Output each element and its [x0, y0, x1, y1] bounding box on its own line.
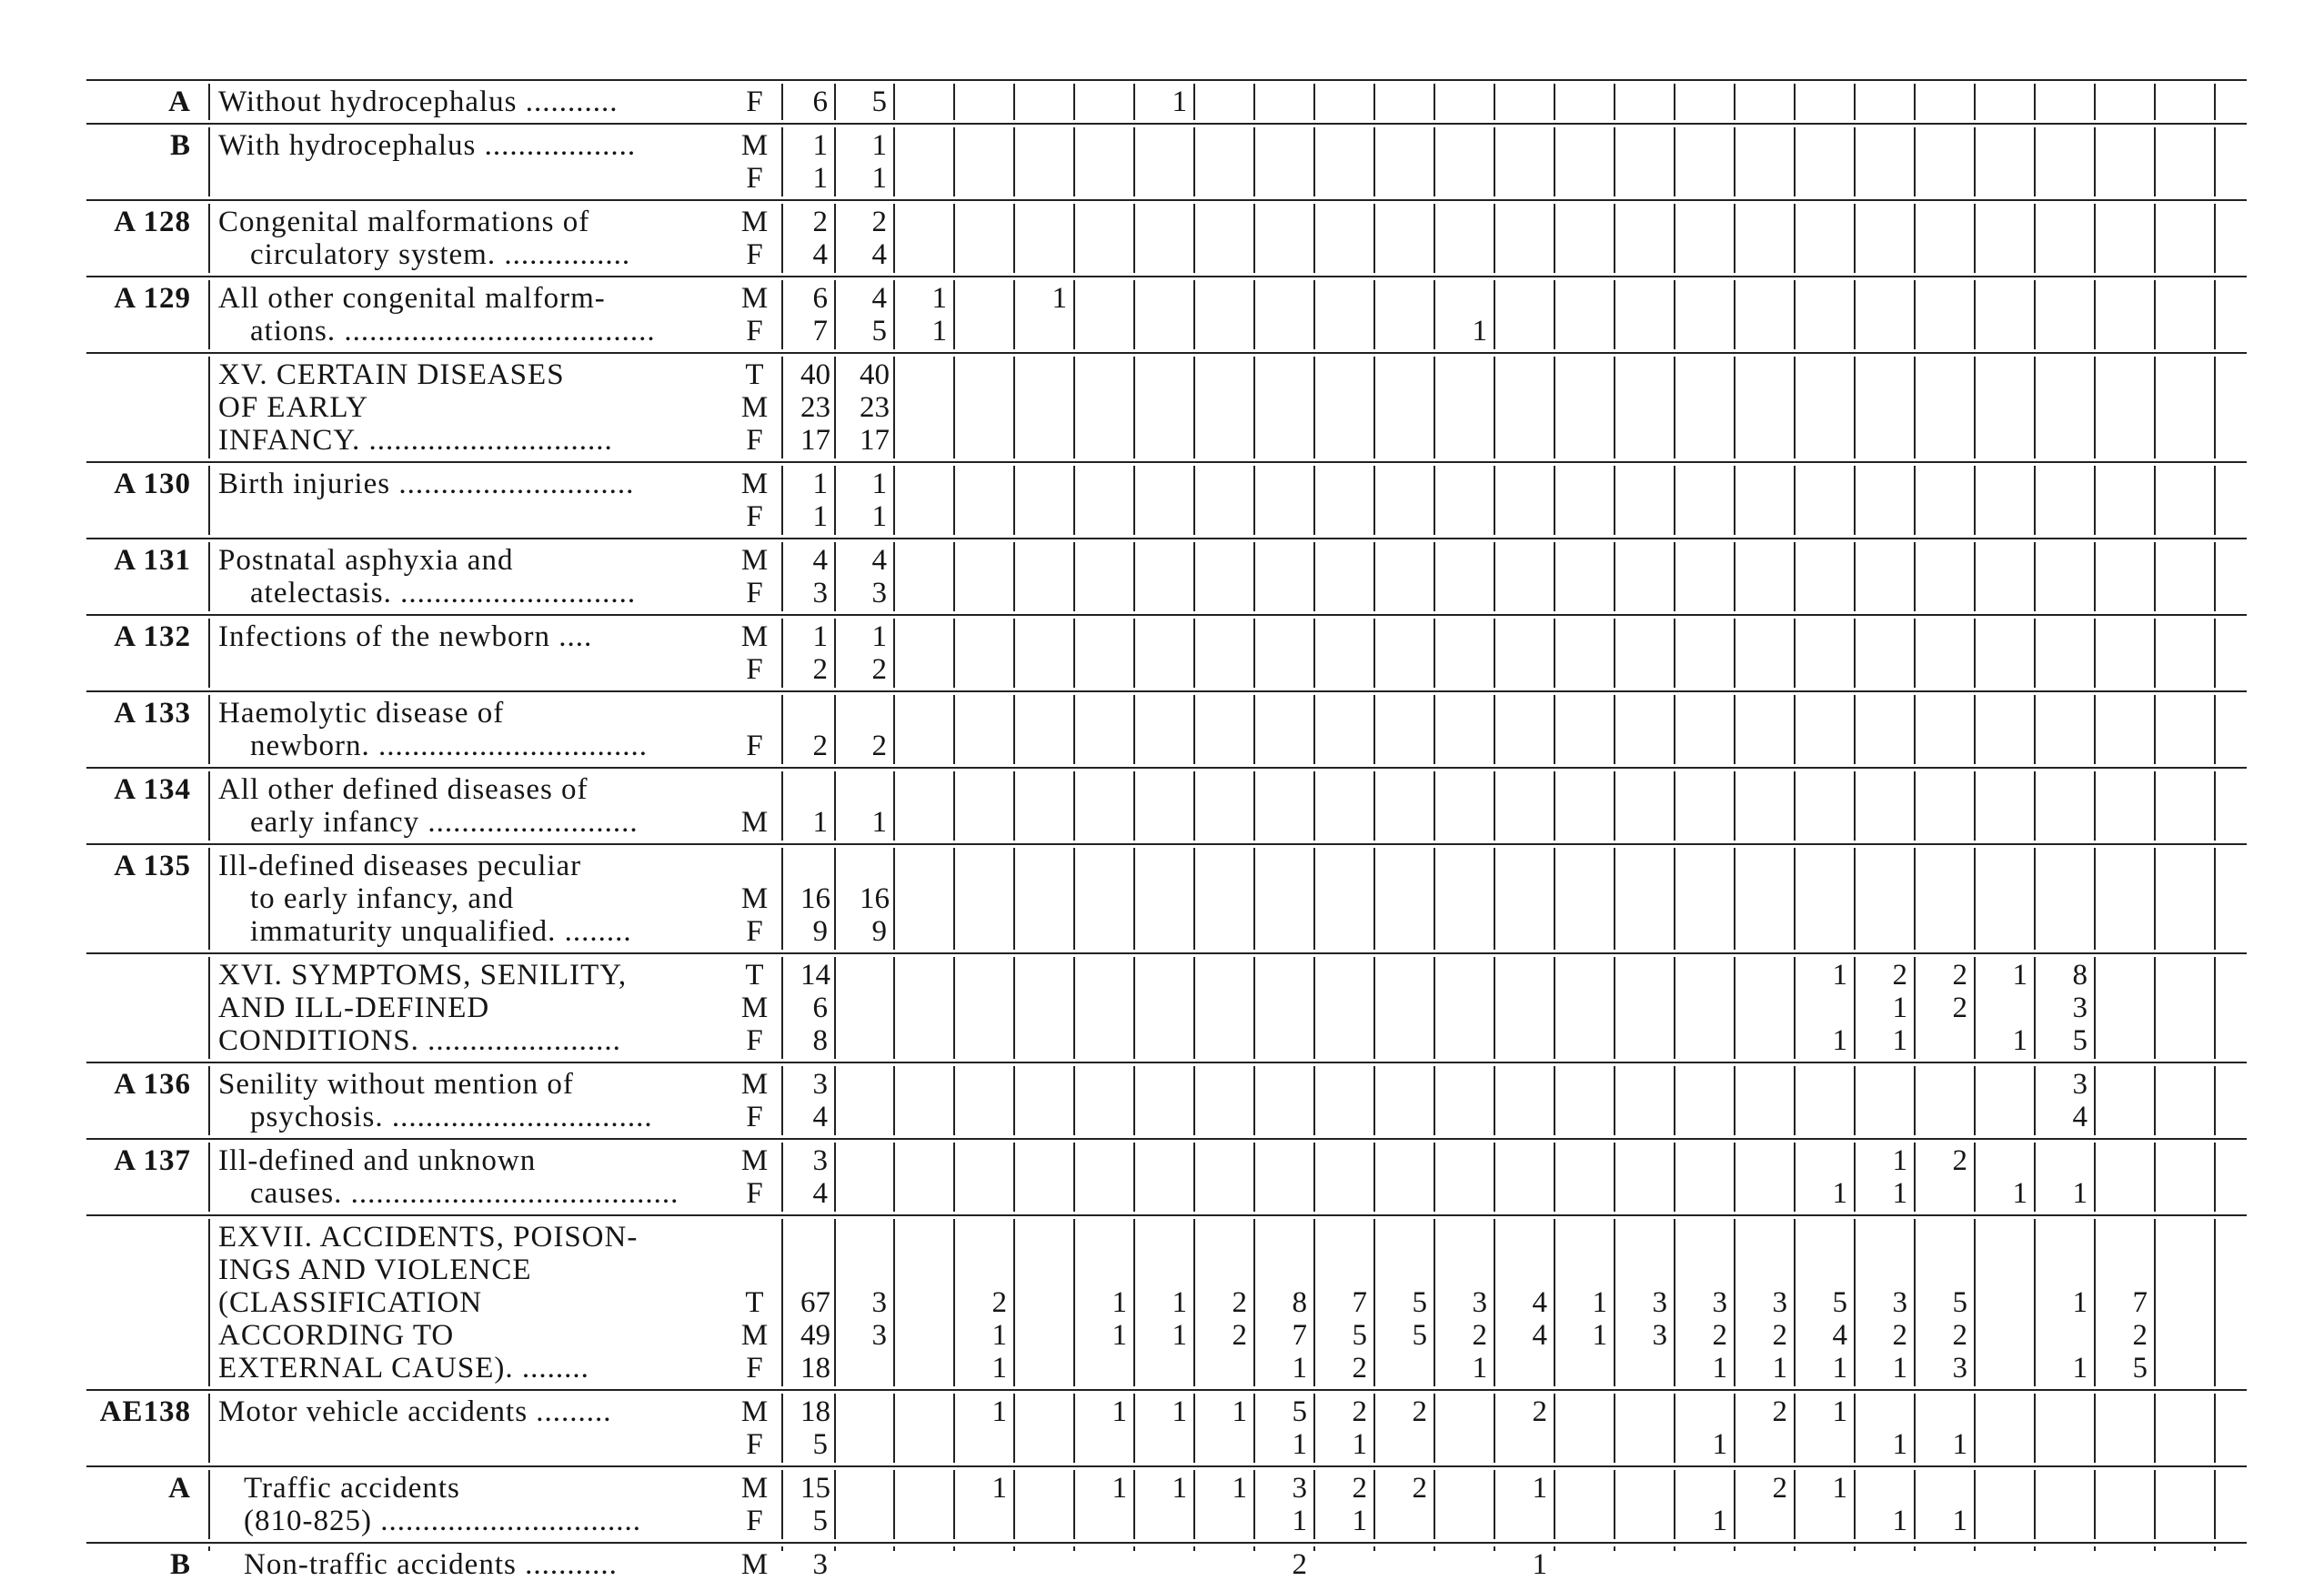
row-description: OF EARLY [218, 391, 369, 424]
cell-value: 3 [871, 1286, 887, 1319]
cell-value: 1 [1832, 1395, 1847, 1428]
row-code: B [169, 1548, 191, 1581]
row-description: XVI. SYMPTOMS, SENILITY, [218, 959, 628, 992]
cell-value: 3 [871, 577, 887, 609]
cell-value: 2 [1532, 1395, 1547, 1428]
cell-value: 4 [812, 238, 828, 271]
cell-value: 2 [812, 206, 828, 238]
cell-value: 67 [800, 1286, 830, 1319]
row-description: causes. ....................................... [250, 1177, 679, 1210]
row-sex: F [746, 1177, 764, 1210]
row-description: immaturity unqualified. ........ [250, 915, 632, 948]
cell-value: 1 [1712, 1505, 1727, 1537]
row-code: A 129 [114, 282, 191, 315]
cell-value: 1 [871, 806, 887, 839]
cell-value: 1 [1292, 1352, 1307, 1385]
cell-value: 5 [2132, 1352, 2148, 1385]
row-description: Congenital malformations of [218, 206, 590, 238]
cell-value: 2 [1352, 1472, 1367, 1505]
row-description: INGS AND VIOLENCE [218, 1254, 532, 1286]
cell-value: 1 [1892, 992, 1907, 1024]
cell-value: 1 [1952, 1428, 1967, 1461]
cell-value: 2 [871, 206, 887, 238]
cell-value: 1 [2072, 1177, 2088, 1210]
row-description: early infancy ......................... [250, 806, 639, 839]
cell-value: 2 [1232, 1319, 1247, 1352]
row-sex: M [740, 391, 770, 424]
cell-value: 6 [812, 86, 828, 118]
cell-value: 3 [2072, 992, 2088, 1024]
cell-value: 1 [871, 162, 887, 195]
row-sex: M [740, 282, 770, 315]
row-sex: F [746, 315, 764, 347]
cell-value: 17 [860, 424, 890, 457]
cell-value: 5 [1412, 1286, 1427, 1319]
cell-value: 2 [2132, 1319, 2148, 1352]
row-description: Motor vehicle accidents ......... [218, 1395, 612, 1428]
cell-value: 3 [1652, 1286, 1667, 1319]
cell-value: 3 [812, 1548, 828, 1581]
row-description: ACCORDING TO [218, 1319, 455, 1352]
cell-value: 1 [812, 129, 828, 162]
row-sex: F [746, 1024, 764, 1057]
row-description: (810-825) ............................... [244, 1505, 641, 1537]
row-code: A [168, 86, 191, 118]
cell-value: 3 [812, 577, 828, 609]
cell-value: 5 [871, 315, 887, 347]
cell-value: 1 [1532, 1472, 1547, 1505]
row-description: Haemolytic disease of [218, 697, 505, 730]
row-description: Without hydrocephalus ........... [218, 86, 619, 118]
cell-value: 1 [2012, 1024, 2027, 1057]
cell-value: 1 [1232, 1472, 1247, 1505]
row-description: CONDITIONS. ....................... [218, 1024, 621, 1057]
cell-value: 2 [1412, 1395, 1427, 1428]
row-description: All other defined diseases of [218, 773, 589, 806]
cell-value: 7 [1352, 1286, 1367, 1319]
cell-value: 1 [1892, 1428, 1907, 1461]
cell-value: 1 [1832, 1472, 1847, 1505]
cell-value: 2 [1472, 1319, 1487, 1352]
cell-value: 4 [812, 1101, 828, 1133]
row-sex: M [740, 882, 770, 915]
row-sex: T [745, 959, 765, 992]
cell-value: 1 [1051, 282, 1067, 315]
cell-value: 1 [1172, 1395, 1187, 1428]
cell-value: 6 [812, 282, 828, 315]
cell-value: 1 [1352, 1505, 1367, 1537]
row-sex: F [746, 86, 764, 118]
cell-value: 2 [1952, 1144, 1967, 1177]
cell-value: 1 [2072, 1352, 2088, 1385]
row-sex: M [740, 620, 770, 653]
cell-value: 1 [1292, 1505, 1307, 1537]
cell-value: 1 [991, 1352, 1007, 1385]
row-description: ations. ..................................... [250, 315, 656, 347]
row-description: With hydrocephalus .................. [218, 129, 637, 162]
row-sex: M [740, 206, 770, 238]
row-code: A 135 [114, 850, 191, 882]
cell-value: 1 [1292, 1428, 1307, 1461]
cell-value: 3 [2072, 1068, 2088, 1101]
row-sex: F [746, 577, 764, 609]
cell-value: 2 [1352, 1395, 1367, 1428]
cell-value: 23 [860, 391, 890, 424]
row-sex: M [740, 1068, 770, 1101]
row-description: psychosis. ............................... [250, 1101, 653, 1133]
cell-value: 5 [1412, 1319, 1427, 1352]
cell-value: 2 [1292, 1548, 1307, 1581]
cell-value: 5 [1352, 1319, 1367, 1352]
cell-value: 1 [1892, 1177, 1907, 1210]
cell-value: 2 [1952, 992, 1967, 1024]
cell-value: 1 [1172, 1319, 1187, 1352]
row-sex: T [745, 1286, 765, 1319]
cell-value: 18 [800, 1395, 830, 1428]
cell-value: 3 [1712, 1286, 1727, 1319]
cell-value: 3 [1472, 1286, 1487, 1319]
row-sex: F [746, 238, 764, 271]
cell-value: 1 [1112, 1286, 1127, 1319]
cell-value: 4 [2072, 1101, 2088, 1133]
cell-value: 4 [812, 544, 828, 577]
cell-value: 2 [1772, 1395, 1787, 1428]
cell-value: 7 [1292, 1319, 1307, 1352]
cell-value: 5 [2072, 1024, 2088, 1057]
cell-value: 5 [812, 1428, 828, 1461]
row-description: circulatory system. ............... [250, 238, 631, 271]
cell-value: 17 [800, 424, 830, 457]
cell-value: 9 [812, 915, 828, 948]
row-code: B [169, 129, 191, 162]
cell-value: 2 [1232, 1286, 1247, 1319]
row-description: AND ILL-DEFINED [218, 992, 490, 1024]
cell-value: 8 [2072, 959, 2088, 992]
cell-value: 1 [1892, 1024, 1907, 1057]
row-description: Non-traffic accidents ........... [244, 1548, 618, 1581]
cell-value: 1 [1172, 1286, 1187, 1319]
row-sex: F [746, 424, 764, 457]
cell-value: 1 [1172, 1472, 1187, 1505]
cell-value: 4 [1532, 1319, 1547, 1352]
cell-value: 1 [1112, 1319, 1127, 1352]
row-sex: M [740, 992, 770, 1024]
cell-value: 2 [1412, 1472, 1427, 1505]
row-code: AE138 [99, 1395, 191, 1428]
cell-value: 1 [1892, 1144, 1907, 1177]
row-code: A 133 [114, 697, 191, 730]
row-description: atelectasis. ............................ [250, 577, 637, 609]
cell-value: 1 [1892, 1505, 1907, 1537]
cell-value: 1 [931, 282, 947, 315]
cell-value: 8 [812, 1024, 828, 1057]
cell-value: 8 [1292, 1286, 1307, 1319]
cell-value: 1 [1832, 959, 1847, 992]
row-description: EXTERNAL CAUSE). ........ [218, 1352, 589, 1385]
cell-value: 1 [1472, 1352, 1487, 1385]
cell-value: 1 [1472, 315, 1487, 347]
cell-value: 1 [1712, 1352, 1727, 1385]
row-sex: F [746, 915, 764, 948]
cell-value: 4 [871, 238, 887, 271]
cell-value: 9 [871, 915, 887, 948]
cell-value: 2 [1952, 959, 1967, 992]
cell-value: 1 [1172, 86, 1187, 118]
row-description: Ill-defined and unknown [218, 1144, 537, 1177]
row-code: A 130 [114, 468, 191, 500]
cell-value: 1 [991, 1319, 1007, 1352]
cell-value: 1 [871, 620, 887, 653]
row-sex: M [740, 1548, 770, 1581]
cell-value: 1 [812, 468, 828, 500]
cell-value: 2 [991, 1286, 1007, 1319]
cell-value: 3 [1892, 1286, 1907, 1319]
cell-value: 40 [800, 358, 830, 391]
row-sex: F [746, 1101, 764, 1133]
row-description: Senility without mention of [218, 1068, 574, 1101]
row-description: Traffic accidents [244, 1472, 460, 1505]
row-sex: M [740, 1395, 770, 1428]
cell-value: 2 [1772, 1319, 1787, 1352]
row-code: A 136 [114, 1068, 191, 1101]
cell-value: 4 [812, 1177, 828, 1210]
cell-value: 2 [1712, 1319, 1727, 1352]
cell-value: 2 [812, 730, 828, 762]
row-code: A [168, 1472, 191, 1505]
cell-value: 1 [812, 620, 828, 653]
row-description: XV. CERTAIN DISEASES [218, 358, 565, 391]
row-sex: F [746, 653, 764, 686]
row-code: A 128 [114, 206, 191, 238]
row-sex: M [740, 544, 770, 577]
cell-value: 1 [1832, 1177, 1847, 1210]
cell-value: 1 [812, 806, 828, 839]
cell-value: 3 [1772, 1286, 1787, 1319]
cell-value: 16 [800, 882, 830, 915]
cell-value: 2 [1352, 1352, 1367, 1385]
row-code: A 132 [114, 620, 191, 653]
cell-value: 3 [1952, 1352, 1967, 1385]
cell-value: 1 [1352, 1428, 1367, 1461]
cell-value: 15 [800, 1472, 830, 1505]
cell-value: 49 [800, 1319, 830, 1352]
cell-value: 6 [812, 992, 828, 1024]
cell-value: 1 [1832, 1352, 1847, 1385]
row-description: EXVII. ACCIDENTS, POISON- [218, 1221, 639, 1254]
cell-value: 7 [812, 315, 828, 347]
cell-value: 14 [800, 959, 830, 992]
cell-value: 1 [812, 500, 828, 533]
row-sex: F [746, 1428, 764, 1461]
cell-value: 3 [1652, 1319, 1667, 1352]
cell-value: 2 [1772, 1472, 1787, 1505]
row-sex: M [740, 129, 770, 162]
cell-value: 16 [860, 882, 890, 915]
cell-value: 1 [1232, 1395, 1247, 1428]
row-sex: F [746, 1352, 764, 1385]
cell-value: 1 [1592, 1319, 1607, 1352]
cell-value: 1 [1952, 1505, 1967, 1537]
cell-value: 1 [991, 1472, 1007, 1505]
row-sex: M [740, 1472, 770, 1505]
cell-value: 23 [800, 391, 830, 424]
row-description: INFANCY. ............................. [218, 424, 613, 457]
cell-value: 1 [1592, 1286, 1607, 1319]
row-description: newborn. ................................ [250, 730, 648, 762]
row-sex: M [740, 1319, 770, 1352]
cell-value: 1 [1892, 1352, 1907, 1385]
row-sex: F [746, 162, 764, 195]
row-sex: M [740, 1144, 770, 1177]
row-sex: T [745, 358, 765, 391]
cell-value: 4 [871, 282, 887, 315]
row-description: All other congenital malform- [218, 282, 606, 315]
cell-value: 4 [871, 544, 887, 577]
cell-value: 4 [1532, 1286, 1547, 1319]
cell-value: 1 [2012, 959, 2027, 992]
row-sex: F [746, 500, 764, 533]
cell-value: 1 [2072, 1286, 2088, 1319]
row-description: to early infancy, and [250, 882, 515, 915]
row-description: Ill-defined diseases peculiar [218, 850, 582, 882]
row-code: A 131 [114, 544, 191, 577]
row-description: Infections of the newborn .... [218, 620, 593, 653]
cell-value: 7 [2132, 1286, 2148, 1319]
cell-value: 2 [1892, 959, 1907, 992]
cell-value: 5 [871, 86, 887, 118]
cell-value: 2 [812, 653, 828, 686]
cell-value: 5 [1832, 1286, 1847, 1319]
row-sex: M [740, 468, 770, 500]
cell-value: 1 [1772, 1352, 1787, 1385]
cell-value: 1 [871, 129, 887, 162]
cell-value: 1 [812, 162, 828, 195]
cell-value: 2 [1892, 1319, 1907, 1352]
cell-value: 1 [871, 468, 887, 500]
cell-value: 3 [812, 1068, 828, 1101]
cell-value: 2 [871, 653, 887, 686]
row-sex: M [740, 806, 770, 839]
row-description: Birth injuries ............................ [218, 468, 635, 500]
cell-value: 3 [1292, 1472, 1307, 1505]
cell-value: 5 [1952, 1286, 1967, 1319]
row-description: (CLASSIFICATION [218, 1286, 483, 1319]
cell-value: 5 [812, 1505, 828, 1537]
cell-value: 5 [1292, 1395, 1307, 1428]
row-sex: F [746, 730, 764, 762]
row-description: Postnatal asphyxia and [218, 544, 514, 577]
cell-value: 1 [2012, 1177, 2027, 1210]
cell-value: 4 [1832, 1319, 1847, 1352]
cell-value: 1 [1832, 1024, 1847, 1057]
cell-value: 1 [991, 1395, 1007, 1428]
cell-value: 18 [800, 1352, 830, 1385]
cell-value: 1 [1712, 1428, 1727, 1461]
cell-value: 1 [1112, 1395, 1127, 1428]
cell-value: 2 [871, 730, 887, 762]
cell-value: 1 [1532, 1548, 1547, 1581]
row-code: A 134 [114, 773, 191, 806]
cell-value: 40 [860, 358, 890, 391]
cell-value: 1 [871, 500, 887, 533]
cell-value: 1 [931, 315, 947, 347]
cell-value: 1 [1112, 1472, 1127, 1505]
row-code: A 137 [114, 1144, 191, 1177]
cell-value: 2 [1952, 1319, 1967, 1352]
cell-value: 3 [871, 1319, 887, 1352]
row-sex: F [746, 1505, 764, 1537]
cell-value: 3 [812, 1144, 828, 1177]
